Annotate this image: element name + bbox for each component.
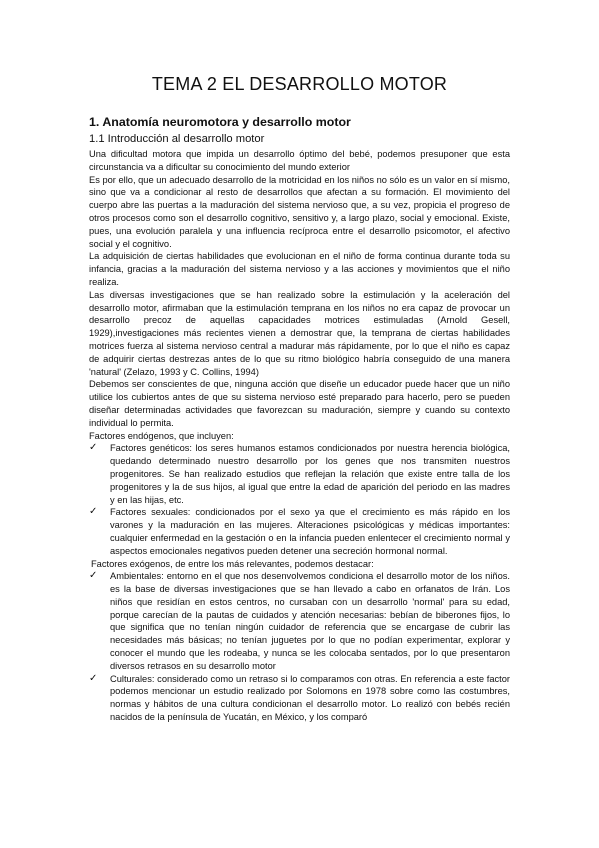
endogenous-list: [89, 442, 510, 557]
list-item: [89, 442, 510, 506]
page-title: TEMA 2 EL DESARROLLO MOTOR: [151, 74, 448, 94]
paragraph: Es por ello, que un adecuado desarrollo de la motricidad en los niños no sólo es un valor en sí mismo, sino que va a condicionar al resto de desarrollos que afectan a su formación. El movimiento del cuerpo abre las puertas a la maduración del sistema nervioso que, a su vez, propicia el progreso de otros procesos como son el desarrollo cognitivo, sensitivo y, a largo plazo, social y emocional. Existe, pues, una evolución paralela y una influencia recíproca entre el desarrollo psicomotor, el afectivo social y el cognitivo.: [89, 174, 510, 249]
paragraph: Las diversas investigaciones que se han realizado sobre la estimulación y la aceleración del desarrollo motor, afirmaban que la estimulación temprana en los niños no era capaz de provocar un desarrollo precoz de aquellas capacidades motrices estimuladas (Arnold Gesell, 1929),investigaciones más recientes vienen a demostrar que, la temprana de ciertas habilidades motrices fuerza al sistema nervioso central a madurar más rápidamente, por lo que el niño es capaz de adquirir ciertas destrezas antes de lo que su ritmo biológico habría conseguido de una manera 'natural' (Zelazo, 1993 y C. Collins, 1994): [89, 289, 510, 377]
list-item: [89, 570, 510, 672]
endogenous-intro: Factores endógenos, que incluyen:: [89, 430, 234, 441]
checkmark-icon: ✓: [89, 672, 98, 684]
list-item-text: Factores sexuales: condicionados por el sexo ya que el crecimiento es más rápido en los varones y la maduración en las mujeres. Alteraciones psicológicas y médicas importantes: cualquier enfermedad en la gestación o en la infancia pueden enlentecer el crecimiento normal y aspectos emocionales negativos pueden detener una secreción hormonal normal.: [110, 507, 510, 556]
exogenous-list: [89, 570, 510, 724]
list-item: [89, 673, 510, 724]
paragraph: La adquisición de ciertas habilidades que evolucionan en el niño de forma continua durante toda su infancia, gracias a la maduración del sistema nervioso y a las acciones y movimientos que el niño realiza.: [89, 251, 510, 287]
paragraph: Una dificultad motora que impida un desarrollo óptimo del bebé, podemos presuponer que esta circunstancia va a dificultar su conocimiento del mundo exterior: [89, 149, 510, 172]
section-heading: 1. Anatomía neuromotora y desarrollo motor: [89, 115, 351, 129]
subsection-heading: 1.1 Introducción al desarrollo motor: [89, 133, 265, 145]
paragraph: Debemos ser conscientes de que, ninguna acción que diseñe un educador puede hacer que un niño utilice los cubiertos antes de que su sistema nervioso esté preparado para hacerlo, pero se pueden diseñar determinadas actividades que favorezcan su maduración, siempre y cuando su contexto individual lo permita.: [89, 379, 510, 428]
checkmark-icon: ✓: [89, 442, 98, 454]
checkmark-icon: ✓: [89, 506, 98, 518]
list-item-text: Culturales: considerado como un retraso si lo comparamos con otras. En referencia a este factor podemos mencionar un estudio realizado por Solomons en 1978 sobre como las costumbres, normas y hábitos de una cultura condicionan el desarrollo motor. Lo realizó con bebés recién nacidos de la península de Yucatán, en México, y los comparó: [110, 673, 510, 723]
list-item-text: Factores genéticos: los seres humanos estamos condicionados por nuestra herencia biológica, quedando determinado nuestro desarrollo por los genes que nos transmiten nuestros progenitores. Se han realizado estudios que reflejan la relación que existe entre talla de los progenitores y la de sus hijos, al igual que entre la edad de aparición del periodo en las madres y en las hijas, etc.: [110, 443, 510, 505]
list-item: [89, 506, 510, 557]
checkmark-icon: ✓: [89, 570, 98, 582]
exogenous-intro: Factores exógenos, de entre los más relevantes, podemos destacar:: [91, 558, 374, 569]
document-body: [89, 148, 510, 724]
list-item-text: Ambientales: entorno en el que nos desenvolvemos condiciona el desarrollo motor de los niños. es la base de diversas investigaciones que se han llevado a cabo en orfanatos de Irán. Los niños que residían en estos centros, no cursaban con un desarrollo 'normal' para su edad, porque carecían de la pautas de cuidados y atención necesarias: bebían de biberones fijos, lo que significa que no tenían ningún cuidador de referencia que se encargase de cubrir las necesidades más básicas; no tenían juguetes por lo que no podían experimentar, explorar y conocer el mundo que les rodeaba, y nunca se les colocaba sentados, por lo que presentaron diversos retrasos en su desarrollo motor: [110, 571, 510, 671]
